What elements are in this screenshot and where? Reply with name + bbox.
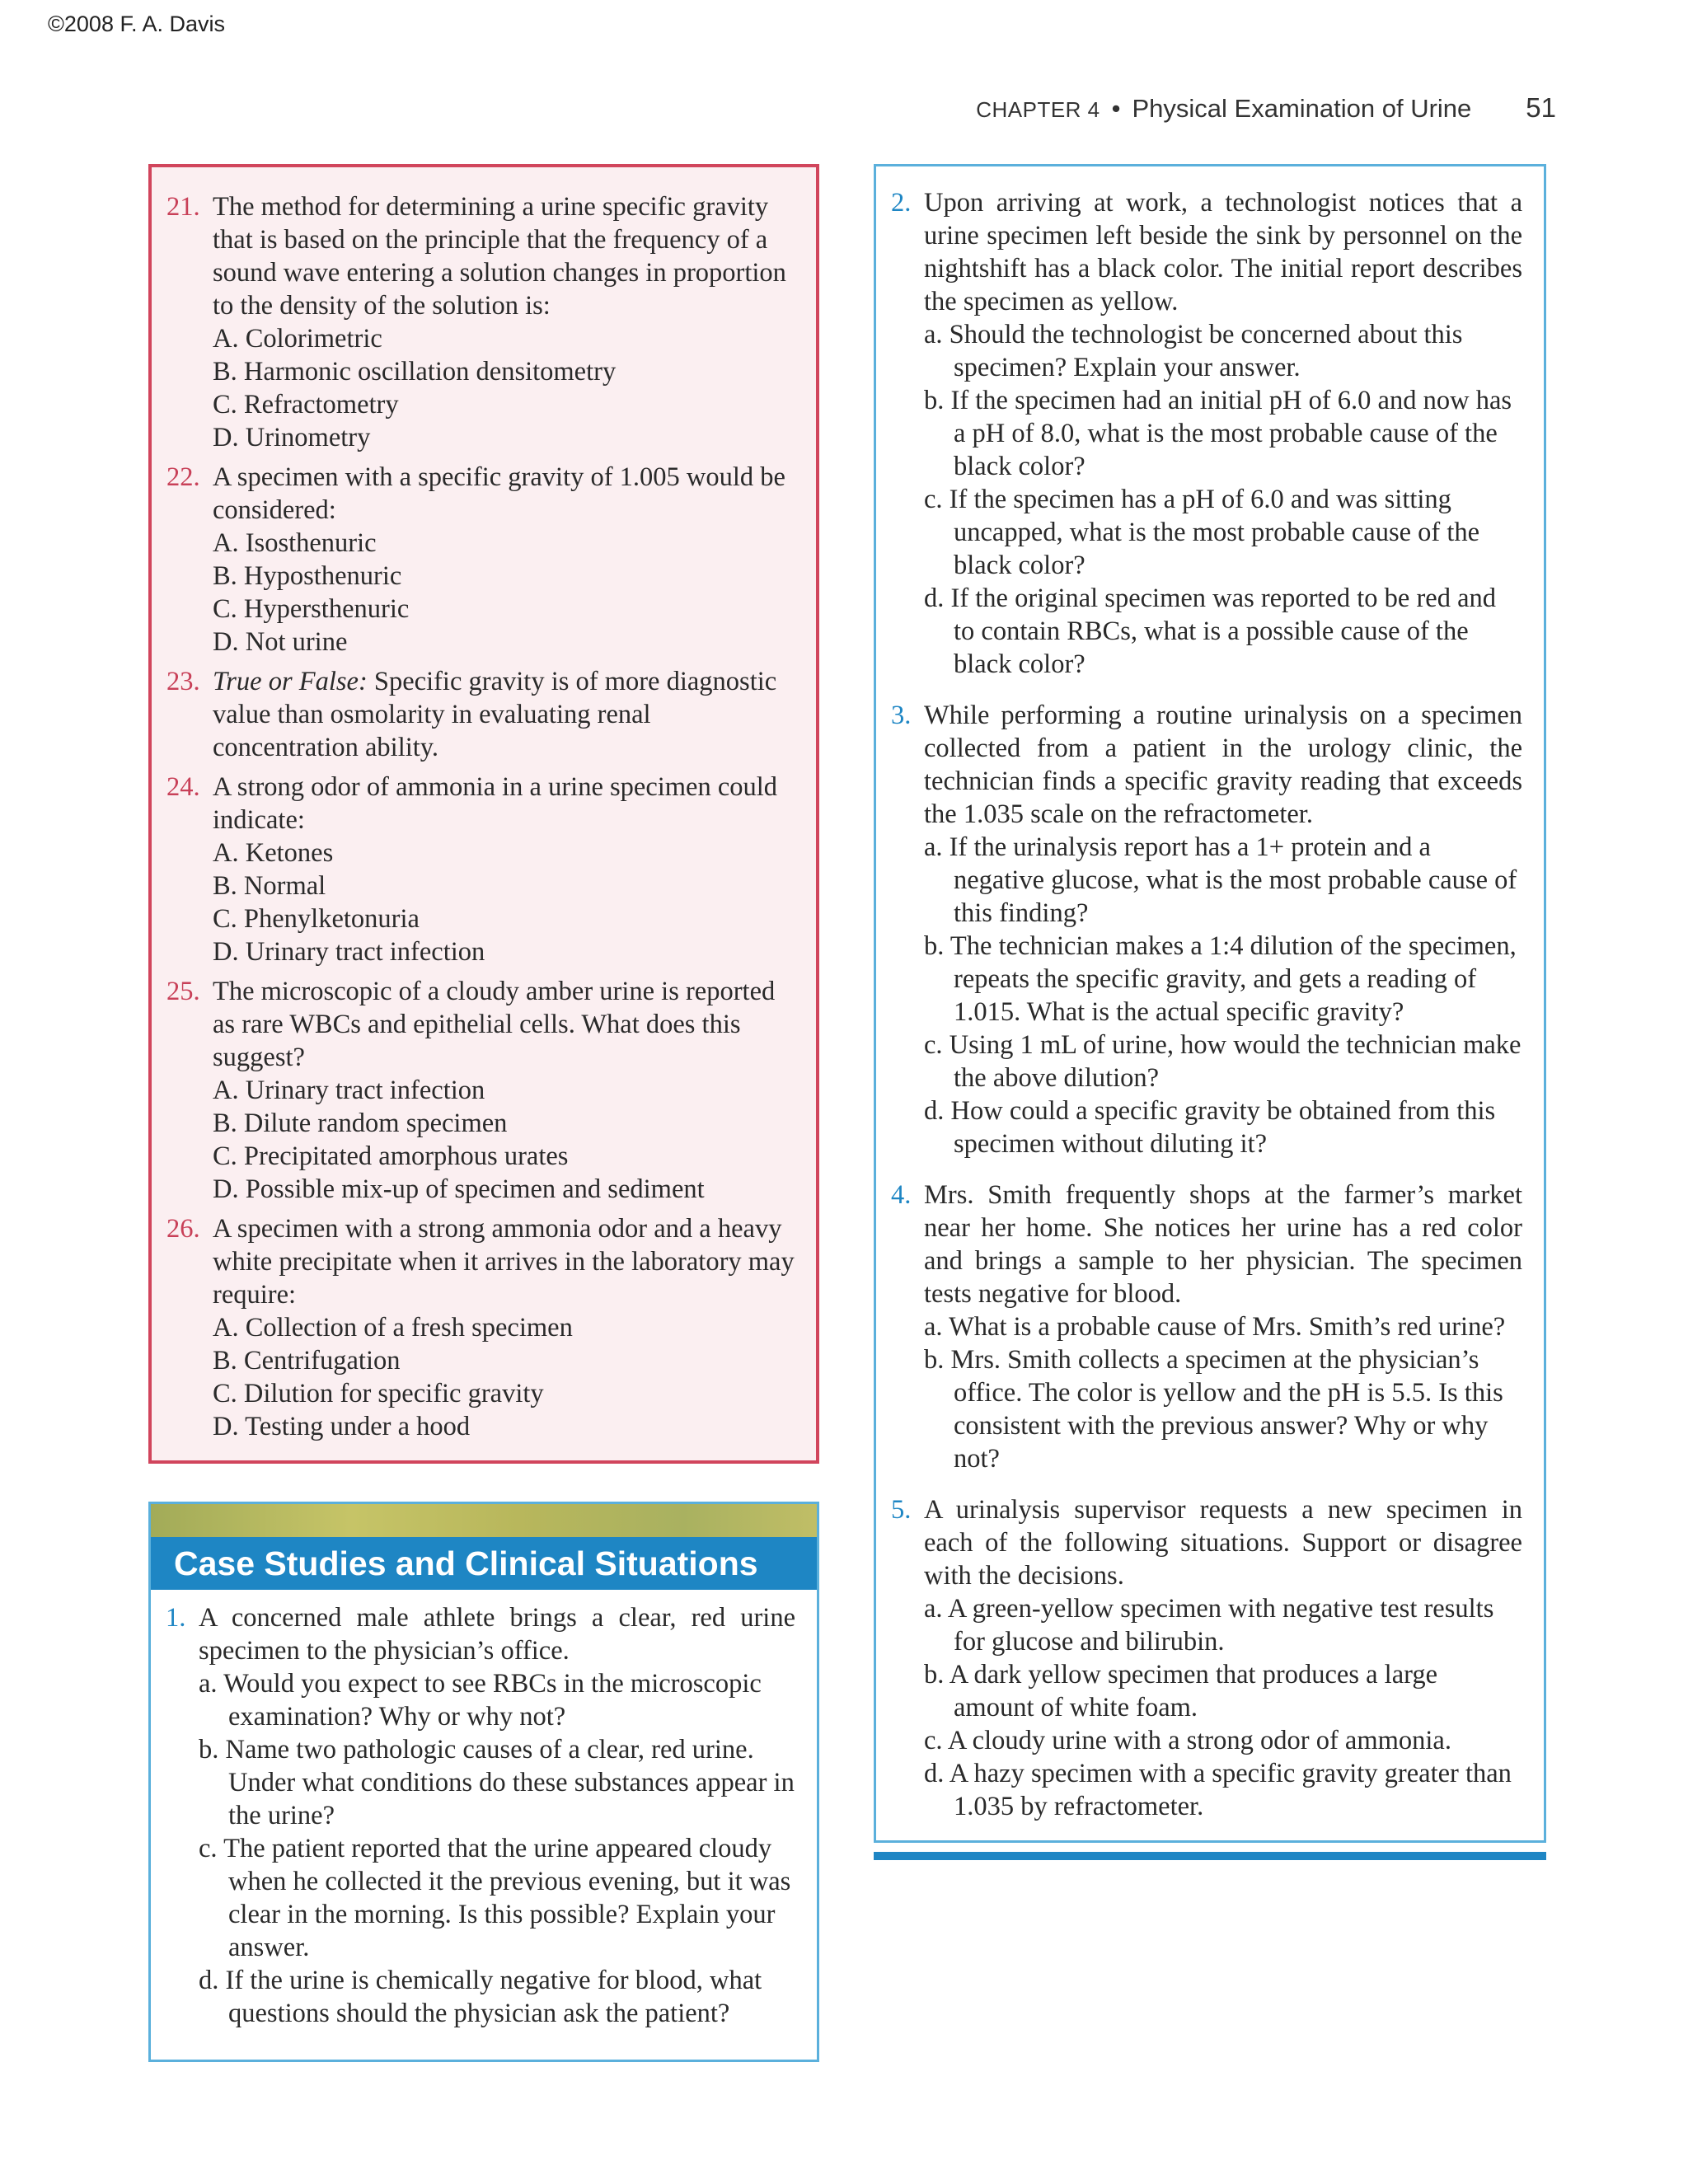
case-subquestion: d. How could a specific gravity be obtained from this specimen without diluting it? — [924, 1096, 1496, 1159]
answer-option: D. Possible mix-up of specimen and sediment — [213, 1174, 705, 1204]
question-22 — [166, 461, 796, 658]
case-subquestion: c. The patient reported that the urine appeared cloudy when he collected it the previous evening, but it was clear in the morning. Is this possible? Explain your answer. — [199, 1834, 791, 1962]
answer-option: C. Dilution for specific gravity — [213, 1379, 544, 1408]
question-number: 26. — [166, 1214, 200, 1244]
chapter-title: Physical Examination of Urine — [1132, 94, 1472, 123]
case-subquestion: c. If the specimen has a pH of 6.0 and was sitting uncapped, what is the most probable cause of the black color? — [924, 485, 1480, 580]
case-subquestion: c. A cloudy urine with a strong odor of ammonia. — [924, 1726, 1451, 1755]
question-number: 23. — [166, 667, 200, 696]
answer-option: D. Urinometry — [213, 423, 371, 452]
case-study-1 — [166, 1601, 795, 2030]
running-head — [976, 92, 1556, 124]
question-stem-text: Specific gravity is of more diagnostic value than osmolarity in evaluating renal concentration ability. — [213, 667, 777, 762]
answer-option: B. Centrifugation — [213, 1346, 401, 1376]
case-studies-continued-box — [874, 164, 1546, 1843]
case-subquestion: a. What is a probable cause of Mrs. Smith’s red urine? — [924, 1312, 1506, 1342]
case-subquestion: a. Should the technologist be concerned about this specimen? Explain your answer. — [924, 320, 1463, 382]
case-study-4 — [891, 1179, 1522, 1475]
case-subquestion: d. A hazy specimen with a specific gravity greater than 1.035 by refractometer. — [924, 1759, 1512, 1821]
case-subquestion: b. Name two pathologic causes of a clear, red urine. Under what conditions do these substances appear in the urine? — [199, 1735, 795, 1830]
case-subquestion: b. The technician makes a 1:4 dilution of the specimen, repeats the specific gravity, and gets a reading of 1.015. What is the actual specific gravity? — [924, 931, 1517, 1027]
case-subquestion: d. If the original specimen was reported to be red and to contain RBCs, what is a possible cause of the black color? — [924, 583, 1496, 679]
case-stem: While performing a routine urinalysis on a specimen collected from a patient in the urology clinic, the technician finds a specific gravity reading that exceeds the 1.035 scale on the refractometer. — [924, 701, 1522, 829]
question-number: 22. — [166, 462, 200, 492]
answer-option: D. Urinary tract infection — [213, 937, 485, 967]
question-stem: The microscopic of a cloudy amber urine is reported as rare WBCs and epithelial cells. What does this suggest? — [213, 977, 776, 1072]
answer-option: B. Normal — [213, 871, 326, 901]
question-23 — [166, 665, 796, 764]
answer-option: C. Precipitated amorphous urates — [213, 1141, 569, 1171]
question-stem: A strong odor of ammonia in a urine specimen could indicate: — [213, 772, 778, 835]
case-subquestion: c. Using 1 mL of urine, how would the technician make the above dilution? — [924, 1030, 1522, 1093]
case-study-2 — [891, 186, 1522, 681]
case-study-5 — [891, 1493, 1522, 1823]
answer-option: B. Dilute random specimen — [213, 1108, 508, 1138]
case-subquestion: a. If the urinalysis report has a 1+ protein and a negative glucose, what is the most probable cause of this finding? — [924, 832, 1517, 928]
answer-option: D. Testing under a hood — [213, 1412, 471, 1441]
case-number: 3. — [891, 701, 912, 730]
answer-option: C. Refractometry — [213, 390, 399, 419]
answer-option: B. Harmonic oscillation densitometry — [213, 357, 617, 387]
case-subquestion: a. A green-yellow specimen with negative test results for glucose and bilirubin. — [924, 1594, 1494, 1657]
question-number: 21. — [166, 192, 200, 222]
question-stem: A specimen with a strong ammonia odor and a heavy white precipitate when it arrives in the laboratory may require: — [213, 1214, 795, 1310]
case-subquestion: b. A dark yellow specimen that produces a large amount of white foam. — [924, 1660, 1438, 1722]
answer-option: A. Colorimetric — [213, 324, 382, 354]
chapter-label: CHAPTER 4 — [976, 97, 1100, 122]
question-number: 24. — [166, 772, 200, 802]
copyright-notice: ©2008 F. A. Davis — [48, 12, 225, 36]
page-number: 51 — [1526, 92, 1556, 123]
question-25 — [166, 975, 796, 1206]
answer-option: D. Not urine — [213, 627, 348, 657]
case-stem: Mrs. Smith frequently shops at the farmer’s market near her home. She notices her urine has a red color and brings a sample to her physician. The specimen tests negative for blood. — [924, 1180, 1522, 1309]
question-stem — [213, 665, 796, 764]
answer-option: A. Urinary tract infection — [213, 1076, 485, 1105]
answer-option: C. Hypersthenuric — [213, 594, 410, 624]
case-number: 4. — [891, 1180, 912, 1210]
case-stem: A concerned male athlete brings a clear, red urine specimen to the physician’s office. — [199, 1603, 795, 1666]
question-26 — [166, 1212, 796, 1443]
true-false-label: True or False: — [213, 667, 368, 696]
question-stem: A specimen with a specific gravity of 1.005 would be considered: — [213, 462, 785, 525]
separator-bullet: • — [1111, 94, 1121, 123]
case-subquestion: b. Mrs. Smith collects a specimen at the physician’s office. The color is yellow and the pH is 5.5. Is this consistent with the previous answer? Why or why not? — [924, 1345, 1503, 1474]
answer-option: C. Phenylketonuria — [213, 904, 420, 934]
section-title: Case Studies and Clinical Situations — [151, 1537, 817, 1590]
question-number: 25. — [166, 977, 200, 1006]
question-stem: The method for determining a urine specific gravity that is based on the principle that the frequency of a sound wave entering a solution changes in proportion to the density of the solution is: — [213, 192, 786, 321]
case-study-3 — [891, 699, 1522, 1160]
case-number: 5. — [891, 1495, 912, 1525]
section-end-rule — [874, 1852, 1546, 1860]
case-number: 1. — [166, 1603, 186, 1633]
answer-option: A. Isosthenuric — [213, 528, 377, 558]
decorative-banner-image — [151, 1504, 817, 1537]
case-subquestion: a. Would you expect to see RBCs in the microscopic examination? Why or why not? — [199, 1669, 762, 1732]
case-number: 2. — [891, 188, 912, 218]
answer-option: B. Hyposthenuric — [213, 561, 402, 591]
answer-option: A. Ketones — [213, 838, 334, 868]
case-stem: Upon arriving at work, a technologist notices that a urine specimen left beside the sink by personnel on the nightshift has a black color. The initial report describes the specimen as yellow. — [924, 188, 1522, 316]
question-24 — [166, 771, 796, 968]
case-stem: A urinalysis supervisor requests a new specimen in each of the following situations. Support or disagree with the decisions. — [924, 1495, 1522, 1591]
case-studies-box — [148, 1502, 819, 2062]
question-21 — [166, 190, 796, 454]
case-subquestion: b. If the specimen had an initial pH of 6.0 and now has a pH of 8.0, what is the most probable cause of the black color? — [924, 386, 1512, 481]
answer-option: A. Collection of a fresh specimen — [213, 1313, 573, 1343]
review-questions-box — [148, 164, 819, 1464]
case-subquestion: d. If the urine is chemically negative for blood, what questions should the physician ask the patient? — [199, 1966, 762, 2028]
